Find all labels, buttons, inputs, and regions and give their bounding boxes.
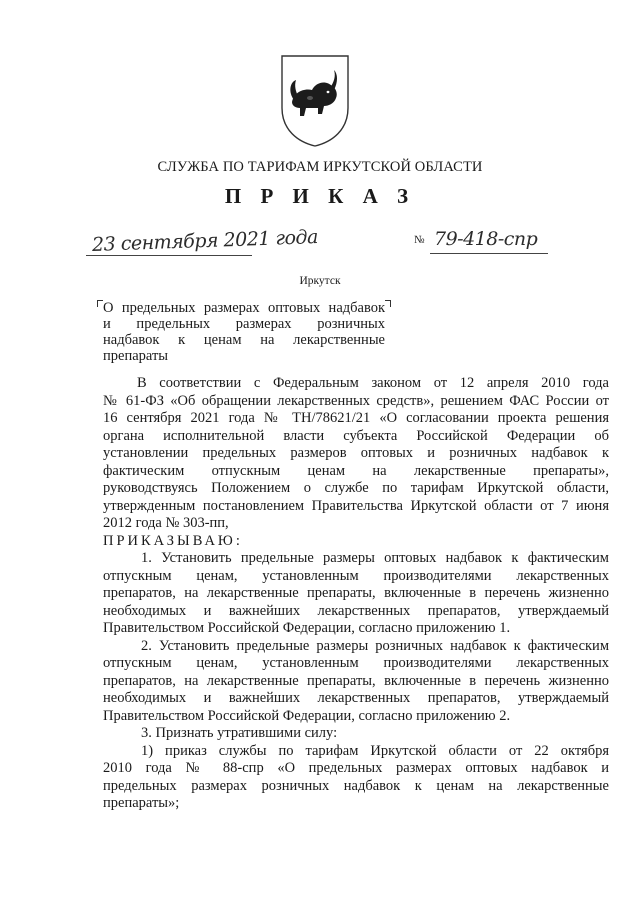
item-1-line: отпускным ценам, установленным производителями лекарственных: [103, 567, 609, 584]
document-title: П Р И К А З: [224, 184, 416, 208]
item-1-line: препаратов, на лекарственные препараты, включенные в перечень жизненно: [103, 585, 609, 601]
date-underline: [86, 255, 252, 256]
item-2-line: препаратов, на лекарственные препараты, включенные в перечень жизненно: [103, 672, 609, 689]
preamble-line: органа исполнительной власти субъекта Российской Федерации об: [103, 427, 609, 444]
handwritten-date: 23 сентября 2021 года: [91, 226, 319, 256]
coat-of-arms-emblem: [276, 52, 354, 148]
subject-line: О предельных размерах оптовых надбавок: [103, 300, 385, 316]
subject-left-bracket: [97, 300, 103, 307]
subject-right-bracket: [385, 300, 391, 307]
subject-line: препараты: [103, 348, 169, 364]
handwritten-date-field: [86, 224, 319, 264]
item-2-line: 2. Установить предельные размеры розничных надбавок к фактическим: [141, 637, 609, 654]
preamble-line: 16 сентября 2021 года № ТН/78621/21 «О согласовании проекта решения: [103, 410, 609, 426]
agency-name: СЛУЖБА ПО ТАРИФАМ ИРКУТСКОЙ ОБЛАСТИ: [157, 159, 483, 175]
item-1-line: необходимых и важнейших лекарственных препаратов, утверждаемый: [103, 602, 609, 619]
number-sign: №: [414, 234, 425, 246]
preamble-line: руководствуясь Положением о службе по тарифам Иркутской области,: [103, 480, 609, 496]
item-3-1-line: предельных размерах розничных надбавок к ценам на лекарственные: [103, 777, 609, 794]
preamble-line: 2012 года № 303-пп,: [103, 515, 229, 531]
item-1-line: Правительством Российской Федерации, согласно приложению 1.: [103, 620, 511, 636]
handwritten-order-number: 79-418-спр: [434, 228, 538, 250]
subject-line: и предельных размерах розничных: [103, 316, 385, 332]
order-word: ПРИКАЗЫВАЮ:: [103, 532, 243, 549]
item-3-1-line: 1) приказ службы по тарифам Иркутской области от 22 октября: [141, 742, 609, 759]
preamble-line: № 61-ФЗ «Об обращении лекарственных средств», решением ФАС России от: [103, 392, 609, 409]
item-3-1-line: препараты»;: [103, 795, 180, 811]
subject-line: надбавок к ценам на лекарственные: [103, 332, 385, 348]
order-subject: [103, 300, 385, 364]
item-1-line: 1. Установить предельные размеры оптовых надбавок к фактическим: [141, 550, 609, 566]
preamble-line: установлении предельных размеров оптовых и розничных надбавок к: [103, 445, 609, 461]
item-3-1-line: 2010 года № 88-спр «О предельных размерах оптовых надбавок и: [103, 760, 609, 776]
order-number-field: [414, 228, 554, 264]
item-3-line: 3. Признать утратившими силу:: [141, 725, 338, 741]
item-2-line: Правительством Российской Федерации, согласно приложению 2.: [103, 707, 511, 724]
preamble-line: фактическим отпускным ценам на лекарственные препараты»,: [103, 462, 609, 479]
order-body: [103, 375, 609, 813]
preamble-line: В соответствии с Федеральным законом от 12 апреля 2010 года: [137, 375, 609, 391]
item-2-line: необходимых и важнейших лекарственных препаратов, утверждаемый: [103, 690, 609, 706]
item-2-line: отпускным ценам, установленным производителями лекарственных: [103, 655, 609, 671]
city-name: Иркутск: [299, 275, 341, 287]
preamble-line: утвержденным постановлением Правительства Иркутской области от 7 июня: [103, 497, 609, 514]
number-underline: [430, 253, 548, 254]
